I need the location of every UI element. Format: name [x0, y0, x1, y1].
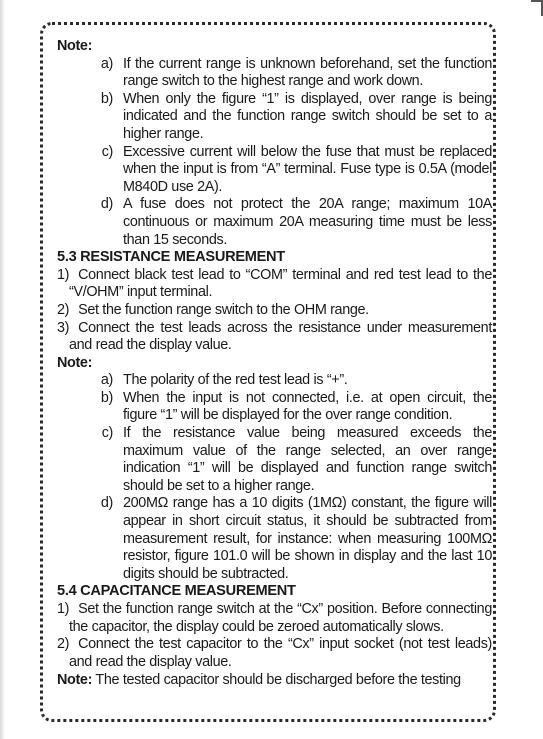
list-item-marker: b)	[100, 90, 113, 107]
capacitance-steps	[57, 601, 492, 671]
list-item-marker: c)	[101, 143, 113, 160]
list-item-marker: d)	[100, 196, 113, 213]
list-item-marker: 1)	[57, 601, 70, 617]
list-item-marker: 2)	[57, 301, 70, 318]
list-item	[57, 495, 492, 583]
list-item-marker: 3)	[57, 319, 70, 336]
list-item	[57, 372, 492, 390]
list-item-text: If the resistance value being measured exceeds the maximum value of the range selected, an over range indication “1” will be displayed and function range switch should be set to a higher range.	[123, 425, 492, 494]
list-item-text: Set the function range switch to the OHM range.	[78, 301, 369, 318]
list-item-marker: a)	[100, 55, 113, 72]
list-item	[57, 267, 492, 302]
list-item	[57, 91, 492, 144]
note-list	[57, 372, 492, 583]
manual-page-content	[57, 38, 492, 690]
list-item	[57, 56, 492, 91]
list-item-text: If the current range is unknown beforehand, set the function range switch to the highest range and work down.	[123, 55, 492, 90]
list-item-text: When the input is not connected, i.e. at open circuit, the figure “1” will be displayed for the over range condition.	[123, 389, 492, 424]
note-label: Note:	[57, 672, 93, 689]
page-corner-mark	[531, 0, 543, 16]
list-item	[57, 196, 492, 249]
list-item-text: When only the figure “1” is displayed, over range is being indicated and the function range switch should be set to a higher range.	[123, 90, 492, 142]
section-heading-capacitance: 5.4 CAPACITANCE MEASUREMENT	[57, 583, 296, 600]
final-note	[57, 672, 492, 690]
note-label: Note:	[57, 38, 93, 54]
note-list	[57, 56, 492, 250]
list-item-marker: b)	[100, 389, 113, 406]
final-note-text: The tested capacitor should be discharged before the testing	[95, 672, 461, 689]
list-item-text: Connect the test capacitor to the “Cx” input socket (not test leads) and read the display value.	[69, 636, 492, 670]
list-item	[57, 144, 492, 197]
page-edge-shadow	[0, 0, 5, 739]
list-item	[57, 390, 492, 425]
list-item-text: Connect black test lead to “COM” terminal and red test lead to the “V/OHM” input terminal.	[69, 266, 492, 301]
list-item-marker: 1)	[57, 266, 70, 283]
list-item-text: The polarity of the red test lead is “+”.	[123, 372, 348, 389]
list-item	[57, 302, 492, 320]
list-item	[57, 320, 492, 355]
list-item-marker: c)	[101, 425, 113, 442]
list-item-marker: a)	[100, 372, 113, 389]
list-item-text: Set the function range switch at the “Cx” position. Before connecting the capacitor, the display could be zeroed automatically slows.	[69, 601, 492, 635]
list-item	[57, 601, 492, 636]
list-item-marker: d)	[100, 495, 113, 512]
list-item-marker: 2)	[57, 636, 70, 653]
list-item-text: Excessive current will below the fuse that must be replaced when the input is from “A” terminal. Fuse type is 0.5A (model M840D use 2A).	[123, 143, 492, 195]
list-item-text: 200MΩ range has a 10 digits (1MΩ) constant, the figure will appear in short circuit status, it should be subtracted from measurement result, for instance: when measuring 100MΩ resistor, figure 101.0 will be shown in display and the last 10 digits should be subtracted.	[123, 495, 492, 582]
list-item-text: Connect the test leads across the resistance under measurement and read the display value.	[69, 319, 492, 354]
note-label: Note:	[57, 354, 93, 371]
list-item	[57, 636, 492, 671]
list-item	[57, 425, 492, 495]
section-heading-resistance: 5.3 RESISTANCE MEASUREMENT	[57, 249, 285, 266]
resistance-steps	[57, 267, 492, 355]
list-item-text: A fuse does not protect the 20A range; maximum 10A continuous or maximum 20A measuring time must be less than 15 seconds.	[123, 196, 492, 248]
